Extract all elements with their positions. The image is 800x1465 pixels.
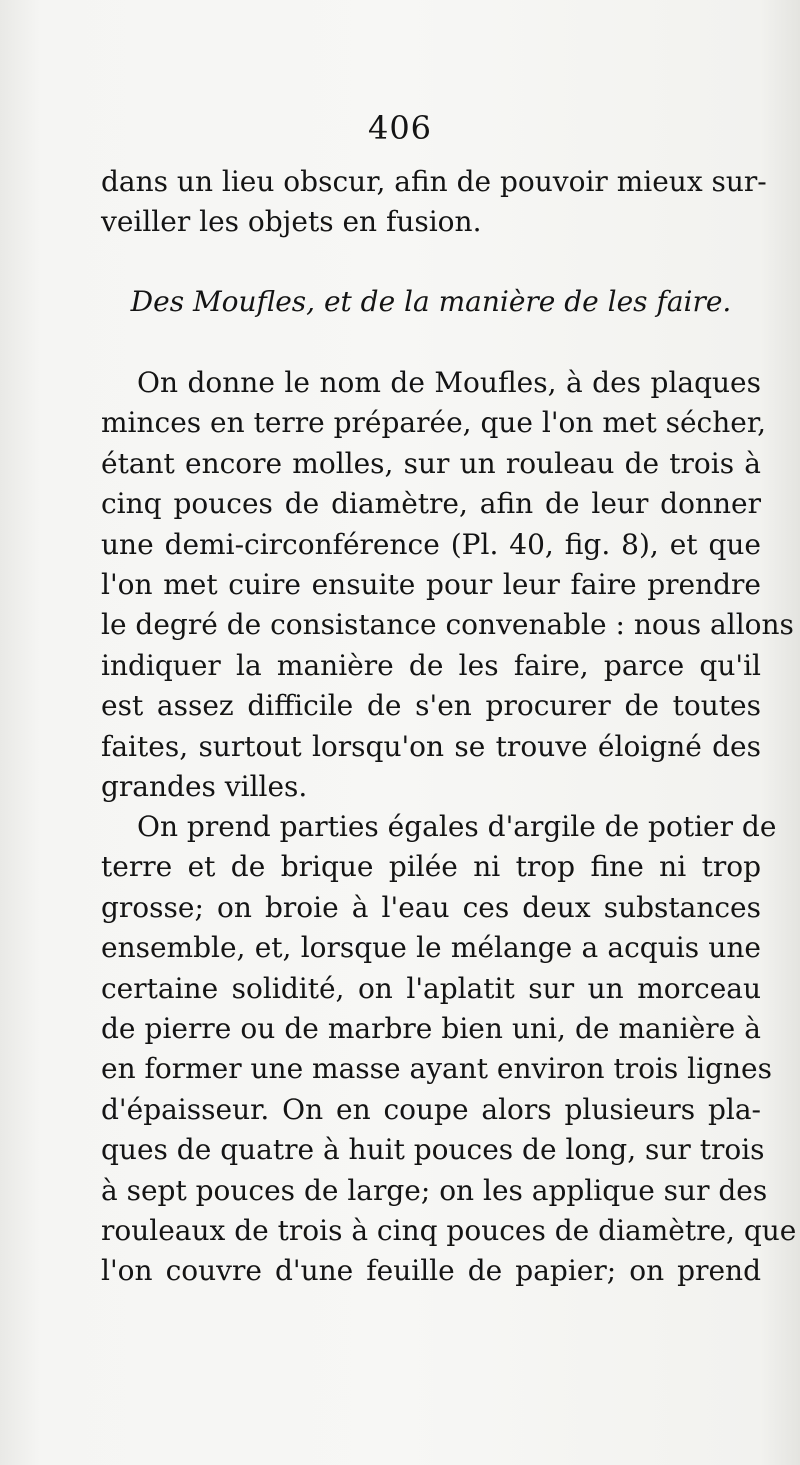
text-line: à sept pouces de large; on les applique sur des xyxy=(101,1173,768,1207)
text-line: certaine solidité, on l'aplatit sur un morceau xyxy=(101,971,761,1005)
text-line: l'on met cuire ensuite pour leur faire prendre xyxy=(101,567,761,601)
text-line: en former une masse ayant environ trois lignes xyxy=(101,1052,772,1086)
page-number: 406 xyxy=(367,109,433,147)
text-line: veiller les objets en fusion. xyxy=(101,205,482,239)
text-line: le degré de consistance convenable : nous allons xyxy=(101,608,794,642)
text-line: On prend parties égales d'argile de potier de xyxy=(137,810,777,843)
text-line: rouleaux de trois à cinq pouces de diamètre, que xyxy=(101,1213,797,1247)
text-line: ensemble, et, lorsque le mélange a acquis une xyxy=(101,931,761,965)
section-title: Des Moufles, et de la manière de les faire. xyxy=(130,285,732,318)
text-line: étant encore molles, sur un rouleau de trois à xyxy=(101,446,761,480)
text-line: grandes villes. xyxy=(101,769,308,803)
text-line: d'épaisseur. On en coupe alors plusieurs pla- xyxy=(101,1092,761,1126)
text-line: dans un lieu obscur, afin de pouvoir mieux sur- xyxy=(101,165,767,198)
text-line: indiquer la manière de les faire, parce qu'il xyxy=(101,648,761,682)
text-line: l'on couvre d'une feuille de papier; on prend xyxy=(101,1254,761,1288)
text-line: On donne le nom de Moufles, à des plaques xyxy=(137,366,761,399)
text-line: terre et de brique pilée ni trop fine ni trop xyxy=(101,850,761,884)
text-line: grosse; on broie à l'eau ces deux substances xyxy=(101,890,761,924)
continuation-paragraph xyxy=(101,162,767,243)
text-line: une demi-circonférence (Pl. 40, fig. 8), et que xyxy=(101,527,761,561)
text-line: est assez difficile de s'en procurer de toutes xyxy=(101,689,761,723)
paragraph-moufles-method xyxy=(101,807,797,1292)
text-line: de pierre ou de marbre bien uni, de manière à xyxy=(101,1011,761,1045)
paragraph-moufles-definition xyxy=(101,363,794,807)
text-line: cinq pouces de diamètre, afin de leur donner xyxy=(101,487,761,521)
text-line: ques de quatre à huit pouces de long, sur trois xyxy=(101,1133,765,1167)
text-line: minces en terre préparée, que l'on met sécher, xyxy=(101,406,767,440)
text-line: faites, surtout lorsqu'on se trouve éloigné des xyxy=(101,729,761,763)
